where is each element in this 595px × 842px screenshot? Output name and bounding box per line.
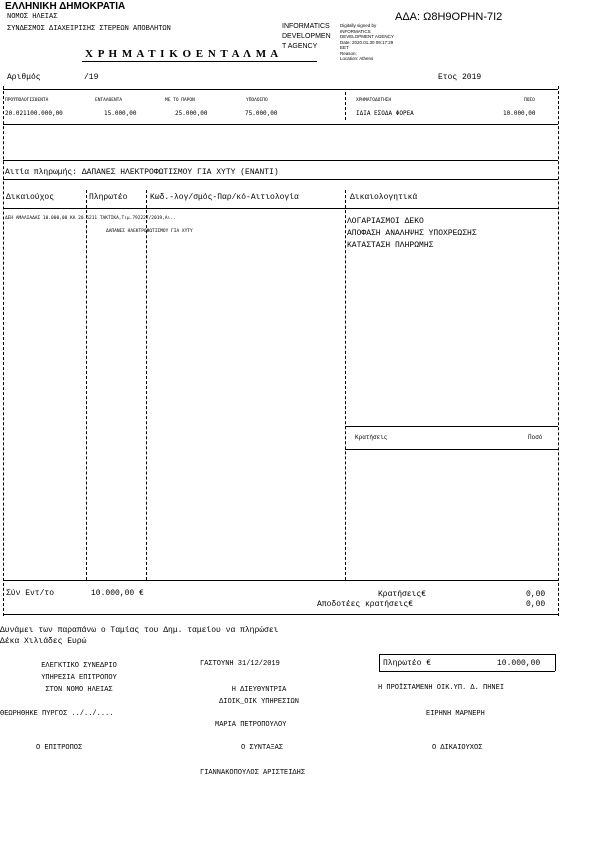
ada-code: ΑΔΑ: Ω8Η9ΟΡΗΝ-7Ι2: [395, 11, 503, 23]
documents-list: [347, 216, 477, 252]
sum-value: 10.000,00 €: [91, 589, 144, 598]
budget-value: 25.000,00: [175, 110, 208, 117]
approved-line: ΘΕΩΡΗΘΗΚΕ ΠΥΡΓΟΣ ../../....: [0, 710, 114, 718]
beneficiary-title: Ο ΔΙΚΑΙΟΥΧΟΣ: [432, 744, 483, 752]
budget-top-line: [3, 89, 558, 90]
stamp-line: T AGENCY: [282, 43, 318, 50]
director-block: [200, 684, 318, 708]
deductions-top-line: [345, 426, 558, 427]
payment-cause: Αιτία πληρωμής: ΔΑΠΑΝΕΣ ΗΛΕΚΤΡΟΦΩΤΙΣΜΟΥ ΓΙΑ ΧΥΤΥ (ΕΝΑΝΤΙ): [5, 168, 279, 177]
audit-office-block: [24, 660, 134, 696]
frame-right-border: [558, 86, 559, 616]
head-of-finance-name: ΕΙΡΗΝΗ ΜΑΡΝΕΡΗ: [426, 710, 485, 718]
head-of-finance-title: Η ΠΡΟΪΣΤΑΜΕΝΗ ΟΙΚ.ΥΠ. Δ. ΠΗΝΕΙ: [378, 684, 505, 692]
table-row: ΔΕΗ ΑΜΑΛΙΑΔΑΣ 10.000,00 ΚΑ 20.6211 ΤΑΚΤΙΚΑ,Τιμ.792227/2019,Αι..: [5, 216, 176, 221]
budget-value: 15.000,00: [104, 110, 137, 117]
returned-deductions-label: Αποδοτέες κρατήσεις€: [317, 600, 414, 609]
cause-bottom-line: [3, 179, 558, 180]
deductions-header-line: [345, 449, 558, 450]
audit-line: ΕΛΕΓΚΤΙΚΟ ΣΥΝΕΔΡΙΟ: [41, 662, 117, 670]
director-name: ΜΑΡΙΑ ΠΕΤΡΟΠΟΥΛΟΥ: [215, 721, 287, 729]
cause-top-line: [3, 160, 558, 161]
totals-bottom-line: [3, 614, 558, 615]
col-header-code: Κωδ.-λογ/σμός-Παρ/κό-Αιτιολογία: [150, 193, 299, 202]
director-title: Η ΔΙΕΥΘΥΝΤΡΙΑ: [231, 686, 287, 694]
budget-bottom-line: [3, 124, 558, 125]
director-subtitle: ΔΙΟΙΚ_ΟΙΚ ΥΠΗΡΕΣΙΩΝ: [219, 698, 299, 706]
budget-value: 20.021100.000,00: [5, 110, 63, 117]
signature-line: EET: [340, 45, 349, 50]
prefecture-label: ΝΟΜΟΣ ΗΛΕΙΑΣ: [7, 13, 58, 21]
sum-label: Σύν Εντ/το: [6, 589, 55, 598]
list-item: ΛΟΓΑΡΙΑΣΜΟΙ ΔΕΚΟ: [347, 217, 424, 226]
col-divider: [86, 190, 87, 580]
col-header-payable: Πληρωτέο: [89, 193, 128, 202]
payable-box-top: [379, 654, 555, 655]
budget-header: ΠΡΟΫΠΟΛΟΓΙΣΘΕΝΤΑ: [5, 98, 49, 103]
budget-header: ΥΠΟΛΟΙΠΟ: [246, 98, 268, 103]
author-title: Ο ΣΥΝΤΑΞΑΣ: [241, 744, 284, 752]
deductions-amount-header: Ποσό: [528, 434, 543, 441]
budget-divider: [345, 92, 346, 120]
signature-line: Location: Athens: [340, 56, 374, 61]
signature-line: Date: 2020.01.30 09:17:29: [340, 39, 394, 45]
organization-label: ΣΥΝΔΕΣΜΟΣ ΔΙΑΧΕΙΡΙΣΗΣ ΣΤΕΡΕΩΝ ΑΠΟΒΛΗΤΩΝ: [7, 25, 171, 33]
signature-line: Digitally signed by: [340, 23, 377, 28]
commissioner-title: Ο ΕΠΙΤΡΟΠΟΣ: [36, 744, 83, 752]
amount-in-words: Δέκα Χιλιάδες Ευρώ: [0, 637, 87, 646]
col-divider: [146, 190, 147, 580]
deductions-header: Κρατήσεις: [355, 434, 388, 441]
col-header-documents: Δικαιολογητικά: [350, 193, 418, 202]
signature-details: [340, 23, 394, 62]
col-divider: [345, 190, 346, 580]
frame-left-border: [3, 86, 4, 616]
number-value: /19: [84, 73, 99, 82]
stamp-line: INFORMATICS: [282, 23, 330, 30]
funding-header: ΧΡΗΜΑΤΟΔΟΤΗΣΗ: [356, 98, 392, 103]
author-name: ΓΙΑΝΝΑΚΟΠΟΥΛΟΣ ΑΡΙΣΤΕΙΔΗΣ: [200, 769, 306, 777]
budget-header: ΕΝΤΑΛΘΕΝΤΑ: [95, 98, 123, 103]
funding-source: ΙΔΙΑ ΕΣΟΔΑ ΦΟΡΕΑ: [356, 110, 414, 117]
payment-order: Δυνάμει των παραπάνω ο Ταμίας του Δημ. ταμείου να πληρώσει: [0, 626, 279, 635]
signature-line: DEVELOPMENT AGENCY: [340, 34, 394, 39]
payable-box-bottom: [379, 671, 555, 672]
totals-top-line: [3, 580, 558, 581]
stamp-line: DEVELOPMEN: [282, 33, 331, 40]
table-row-detail: ΔΑΠΑΝΕΣ ΗΛΕΚΤΡΟΦΩΤΙΣΜΟΥ ΓΙΑ ΧΥΤΥ: [106, 229, 193, 234]
budget-header: ΜΕ ΤΟ ΠΑΡΟΝ: [165, 98, 195, 103]
funding-amount: 10.000,00: [503, 110, 536, 117]
signature-line: Reason:: [340, 50, 357, 56]
deductions-total-value: 0,00: [526, 590, 546, 599]
deductions-total-label: Κρατήσεις€: [378, 590, 427, 599]
funding-amount-header: ΠΟΣΟ: [524, 98, 535, 103]
returned-deductions-value: 0,00: [526, 600, 546, 609]
list-item: ΚΑΤΑΣΤΑΣΗ ΠΛΗΡΩΜΗΣ: [347, 241, 434, 250]
number-label: Αριθμός: [7, 73, 41, 82]
payable-box-right: [555, 654, 556, 671]
audit-line: ΣΤΟΝ ΝΟΜΟ ΗΛΕΙΑΣ: [45, 686, 113, 694]
title-underline: [82, 61, 317, 62]
payable-value: 10.000,00: [497, 659, 541, 668]
document-title: Χ Ρ Η Μ Α Τ Ι Κ Ο Ε Ν Τ Α Λ Μ Α: [85, 48, 280, 60]
digital-signature-stamp: [282, 22, 331, 52]
audit-line: ΥΠΗΡΕΣΙΑ ΕΠΙΤΡΟΠΟΥ: [41, 674, 117, 682]
list-item: ΑΠΟΦΑΣΗ ΑΝΑΛΗΨΗΣ ΥΠΟΧΡΕΩΣΗΣ: [347, 229, 477, 238]
col-header-beneficiary: Δικαιούχος: [6, 193, 55, 202]
fiscal-year: Ετος 2019: [438, 73, 482, 82]
payable-label: Πληρωτέο €: [383, 659, 432, 668]
place-date: ΓΑΣΤΟΥΝΗ 31/12/2019: [200, 660, 280, 668]
payable-box-left: [379, 654, 380, 671]
budget-value: 75.000,00: [245, 110, 278, 117]
signature-line: INFORMATICS: [340, 28, 371, 34]
republic-heading: ΕΛΛΗΝΙΚΗ ΔΗΜΟΚΡΑΤΙΑ: [5, 1, 126, 12]
